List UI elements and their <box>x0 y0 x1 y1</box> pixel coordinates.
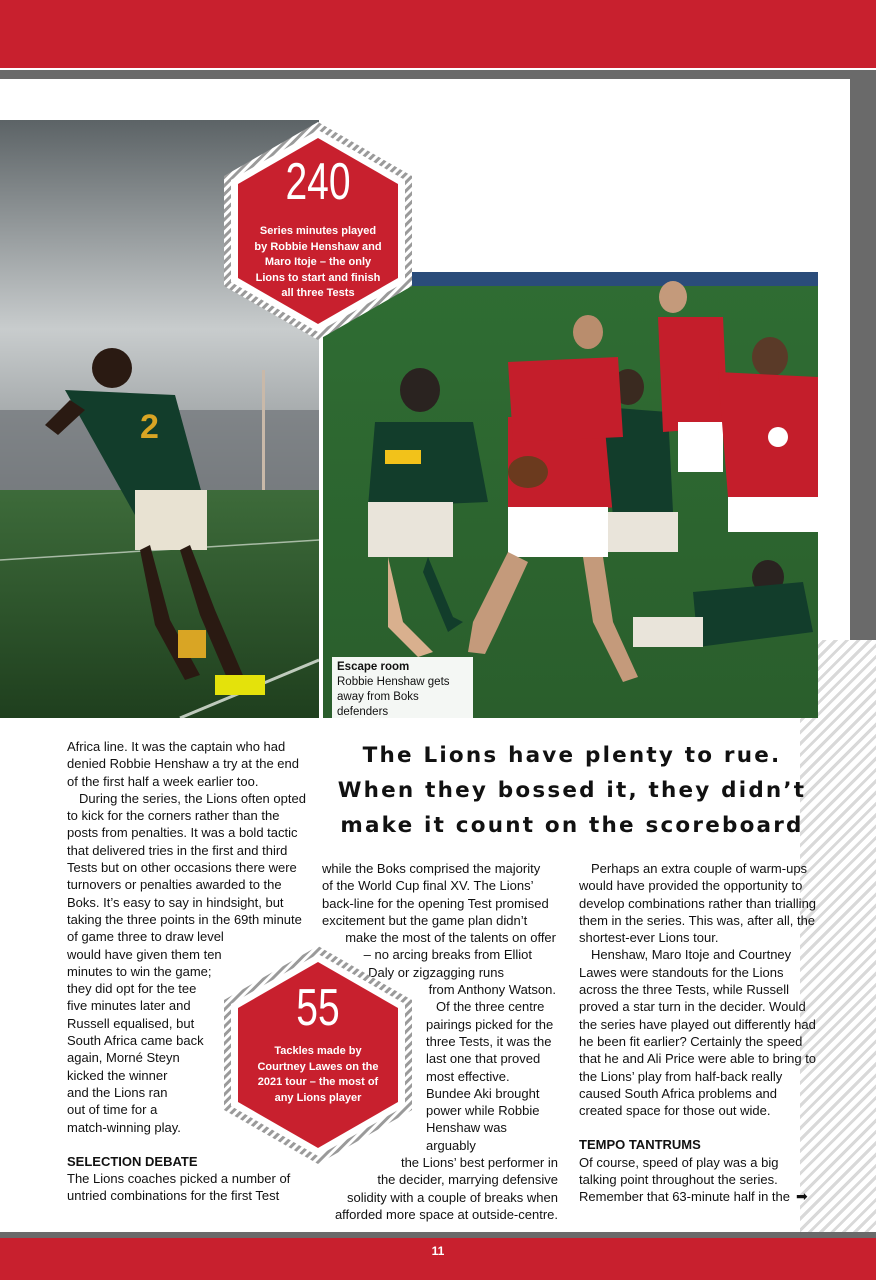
stat-55-value: 55 <box>296 979 340 1037</box>
col3-para-3 <box>579 1154 817 1206</box>
stat-240-text: Series minutes played by Robbie Henshaw and Maro Itoje – the only Lions to start and finish all three Tests <box>254 225 382 299</box>
col2-line: Daly or zigzagging runs <box>368 964 504 980</box>
page-number: 11 <box>431 1244 445 1258</box>
col3-para-3-text: Of course, speed of play was a big talking point throughout the series. Remember that 63-minute half in the <box>579 1154 790 1205</box>
stat-hexagon-240 <box>220 120 416 342</box>
col2-line: Henshaw was arguably <box>426 1120 507 1153</box>
photo-caption <box>332 657 473 723</box>
col2-line: make the most of the talents on offer <box>345 930 556 946</box>
col2-line: solidity with a couple of breaks when <box>346 1189 558 1205</box>
col1-line: kicked the winner <box>67 1067 168 1083</box>
col2-line: of the World Cup final XV. The Lions’ <box>322 878 534 894</box>
stat-hexagon-55 <box>220 944 416 1166</box>
col2-line: last one that proved <box>426 1051 541 1067</box>
col2-line: – no arcing breaks from Elliot <box>363 947 532 963</box>
col1-para-2: During the series, the Lions often opted to kick for the corners rather than the posts from penalties. It was a bold tactic that delivered tries in the first and third Tests but on other occasions there were turnovers or penalties awarded to the Boks. It’s easy to say in hindsight, but taking the three points in the 69th minute of game three to draw level <box>67 790 306 945</box>
col2-line: three Tests, it was the <box>426 1033 552 1049</box>
col1-para-1: Africa line. It was the captain who had denied Robbie Henshaw a try at the end of the first half a week earlier too. <box>67 739 299 789</box>
col2-line: pairings picked for the <box>426 1016 554 1032</box>
top-red-band <box>0 0 876 68</box>
col2-line: Bundee Aki brought <box>426 1085 540 1101</box>
col2-line: excitement but the game plan didn’t <box>322 912 528 928</box>
pull-quote: The Lions have plenty to rue. When they bossed it, they didn’t make it count on the scoreboard <box>337 743 807 838</box>
col2-line: most effective. <box>426 1068 510 1084</box>
col1-line: Russell equalised, but <box>67 1015 195 1031</box>
col3-para-2: Henshaw, Maro Itoje and Courtney Lawes were standouts for the Lions across the three Tests, while Russell proved a star turn in the decider. Would the series have played out differently had he been fit earlier? Certainly the speed that he and Ali Price were able to bring to the Lions’ play from half-back really caused South Africa problems and created space for those out wide. <box>579 947 817 1119</box>
col2-line: afforded more space at outside-centre. <box>334 1206 558 1222</box>
stat-55-text: Tackles made by Courtney Lawes on the 2021 tour – the most of any Lions player <box>257 1045 379 1104</box>
heading-selection-debate: SELECTION DEBATE <box>67 1153 198 1169</box>
stat-240-value: 240 <box>285 153 351 211</box>
arrow-right-icon: ➡ <box>796 1188 808 1205</box>
col1-line: match-winning play. <box>67 1119 181 1135</box>
col2-line: the Lions’ best performer in <box>400 1155 558 1171</box>
col1-para-3: The Lions coaches picked a number of untried combinations for the first Test <box>67 1171 291 1204</box>
col1-line: they did opt for the tee <box>67 981 197 997</box>
col2-line: Of the three centre <box>436 999 545 1015</box>
col2-line: back-line for the opening Test promised <box>322 895 549 911</box>
col2-line: power while Robbie <box>426 1103 540 1119</box>
col1-line: South Africa came back <box>67 1033 204 1049</box>
col2-line: while the Boks comprised the majority <box>322 861 541 876</box>
col3-para-1: Perhaps an extra couple of warm-ups would have provided the opportunity to develop combinations rather than trialling them in the series. This was, after all, the shortest-ever Lions tour. <box>579 861 817 946</box>
col2-line: from Anthony Watson. <box>428 982 556 998</box>
top-grey-band <box>0 70 850 79</box>
caption-title: Escape room <box>337 661 410 673</box>
col1-line: would have given them ten <box>67 946 222 962</box>
svg-text:2: 2 <box>140 408 159 446</box>
column-3 <box>579 860 817 1206</box>
heading-tempo-tantrums: TEMPO TANTRUMS <box>579 1137 701 1153</box>
col1-line: again, Morné Steyn <box>67 1050 180 1066</box>
col2-line: the decider, marrying defensive <box>377 1172 558 1188</box>
caption-text: Robbie Henshaw gets away from Boks defenders <box>337 676 450 718</box>
col1-line: minutes to win the game; <box>67 963 212 979</box>
col1-line: out of time for a <box>67 1102 158 1118</box>
col1-line: five minutes later and <box>67 998 191 1014</box>
col1-line: and the Lions ran <box>67 1084 168 1100</box>
